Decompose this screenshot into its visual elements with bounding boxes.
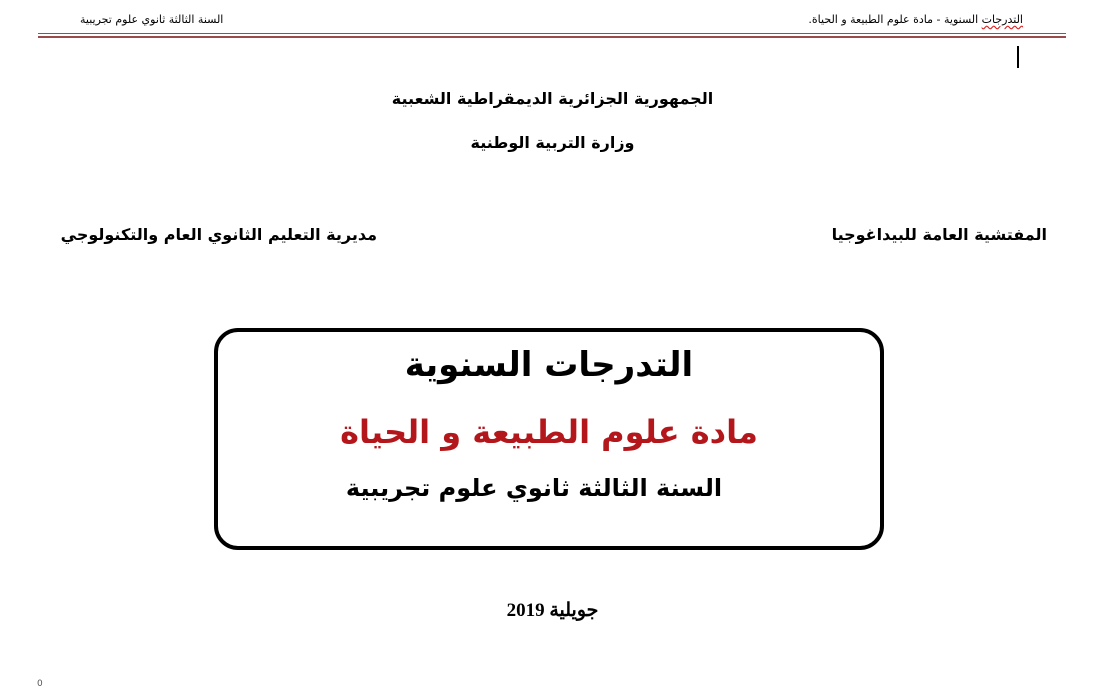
title-level: السنة الثالثة ثانوي علوم تجريبية [345,474,723,502]
title-subject: مادة علوم الطبيعة و الحياة [340,413,758,451]
ministry-heading: وزارة التربية الوطنية [470,133,635,152]
misspelled-word[interactable]: التدرجات [981,13,1023,26]
text-cursor [1017,46,1019,68]
page-header-title-rest: السنوية - مادة علوم الطبيعة و الحياة. [808,13,982,26]
page-header-title [808,13,1023,26]
header-rule-thin [38,33,1066,34]
title-main: التدرجات السنوية [404,345,694,385]
inspectorate-label: المفتشية العامة للبيداغوجيا [831,225,1047,244]
page-number: 0 [37,679,43,689]
header-rule-thick [38,36,1066,38]
document-date: جويلية 2019 [506,600,599,621]
republic-heading: الجمهورية الجزائرية الديمقراطية الشعبية [391,89,714,108]
directorate-label: مديرية التعليم الثانوي العام والتكنولوجي [60,225,377,244]
page-header-level: السنة الثالثة ثانوي علوم تجريبية [80,13,224,26]
